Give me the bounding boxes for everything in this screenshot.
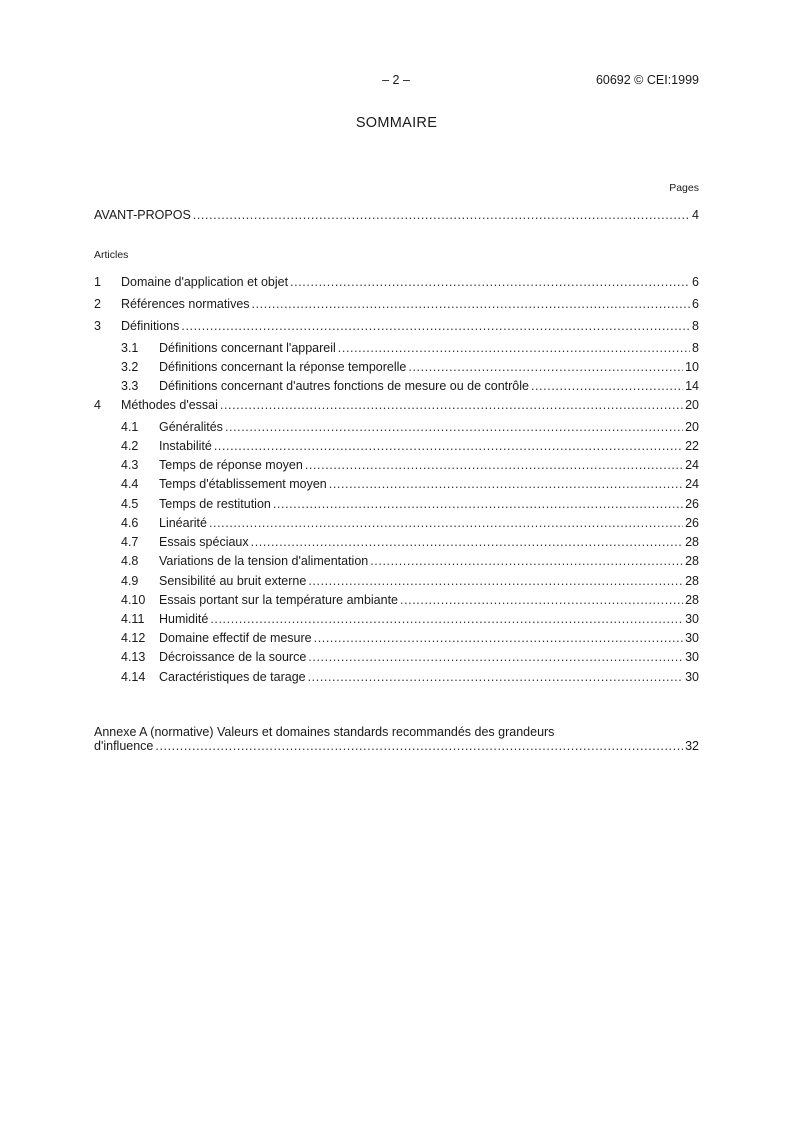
toc-subentry[interactable]: [121, 341, 699, 359]
toc-entry-label: Instabilité: [159, 439, 212, 453]
toc-entry[interactable]: [94, 275, 699, 293]
toc-subentry[interactable]: [121, 554, 699, 572]
toc-entry-number: 4.14: [121, 670, 146, 684]
toc-entry-label: Temps de réponse moyen: [159, 458, 303, 472]
toc-subentry[interactable]: [121, 516, 699, 534]
dot-leader: [308, 670, 683, 684]
toc-entry-number: 4.7: [121, 535, 139, 549]
dot-leader: [531, 379, 683, 393]
dot-leader: [273, 497, 683, 511]
dot-leader: [209, 516, 683, 530]
toc-entry-label: Sensibilité au bruit externe: [159, 574, 307, 588]
dot-leader: [251, 535, 683, 549]
toc-subentry[interactable]: [121, 631, 699, 649]
toc-entry-label: Variations de la tension d'alimentation: [159, 554, 369, 568]
document-reference: 60692 © CEI:1999: [595, 73, 699, 87]
toc-entry-number: 3.3: [121, 379, 139, 393]
toc-entry-page: 30: [685, 631, 699, 645]
dot-leader: [308, 650, 683, 664]
toc-entry-page: 22: [685, 439, 699, 453]
toc-entry-label: Essais portant sur la température ambiante: [159, 593, 399, 607]
toc-entry-page: 6: [692, 297, 699, 311]
toc-entry-foreword[interactable]: [94, 208, 699, 226]
toc-entry-number: 4.10: [121, 593, 146, 607]
dot-leader: [181, 319, 690, 333]
toc-subentry[interactable]: [121, 439, 699, 457]
toc-entry-number: 4.12: [121, 631, 146, 645]
toc-entry-page: 26: [685, 497, 699, 511]
toc-entry-page: 26: [685, 516, 699, 530]
toc-entry-number: 4.6: [121, 516, 139, 530]
annex-title-line1[interactable]: Annexe A (normative) Valeurs et domaines standards recommandés des grandeurs: [94, 725, 555, 739]
dot-leader: [408, 360, 683, 374]
toc-entry-label: Décroissance de la source: [159, 650, 307, 664]
toc-entry-page: 6: [692, 275, 699, 289]
toc-subentry[interactable]: [121, 458, 699, 476]
toc-entry-number: 4.4: [121, 477, 139, 491]
dot-leader: [210, 612, 683, 626]
toc-entry-page: 14: [685, 379, 699, 393]
dot-leader: [338, 341, 690, 355]
toc-entry-label: d'influence: [94, 739, 154, 753]
toc-entry-number: 4.9: [121, 574, 139, 588]
toc-entry-page: 8: [692, 341, 699, 355]
dot-leader: [193, 208, 690, 222]
toc-subentry[interactable]: [121, 420, 699, 438]
toc-entry-label: Temps de restitution: [159, 497, 271, 511]
toc-entry-label: Domaine d'application et objet: [121, 275, 289, 289]
toc-entry-page: 24: [685, 477, 699, 491]
toc-entry-label: Humidité: [159, 612, 209, 626]
toc-entry-label: Définitions concernant d'autres fonctions de mesure ou de contrôle: [159, 379, 529, 393]
dot-leader: [314, 631, 683, 645]
dot-leader: [252, 297, 691, 311]
dot-leader: [155, 739, 683, 753]
toc-entry-number: 4: [94, 398, 101, 412]
toc-entry-label: Linéarité: [159, 516, 207, 530]
toc-entry-label: Définitions: [121, 319, 180, 333]
toc-entry-page: 30: [685, 612, 699, 626]
toc-entry-page: 28: [685, 535, 699, 549]
dot-leader: [220, 398, 683, 412]
toc-entry-label: Domaine effectif de mesure: [159, 631, 312, 645]
toc-entry-number: 4.3: [121, 458, 139, 472]
toc-entry-page: 4: [692, 208, 699, 222]
toc-subentry[interactable]: [121, 497, 699, 515]
toc-entry-label: AVANT-PROPOS: [94, 208, 191, 222]
toc-entry-page: 28: [685, 554, 699, 568]
toc-entry-page: 30: [685, 650, 699, 664]
toc-entry-number: 4.2: [121, 439, 139, 453]
toc-entry-label: Temps d'établissement moyen: [159, 477, 327, 491]
toc-entry-number: 3: [94, 319, 101, 333]
toc-subentry[interactable]: [121, 612, 699, 630]
toc-entry-number: 4.13: [121, 650, 146, 664]
toc-entry-label: Caractéristiques de tarage: [159, 670, 306, 684]
toc-entry-number: 4.8: [121, 554, 139, 568]
toc-entry-number: 4.5: [121, 497, 139, 511]
toc-entry[interactable]: [94, 398, 699, 416]
dot-leader: [214, 439, 683, 453]
toc-entry-label: Références normatives: [121, 297, 250, 311]
toc-entry-page: 30: [685, 670, 699, 684]
toc-entry-page: 28: [685, 593, 699, 607]
toc-entry-page: 28: [685, 574, 699, 588]
toc-entry-page: 8: [692, 319, 699, 333]
page-title: SOMMAIRE: [355, 115, 438, 131]
toc-entry-page: 20: [685, 398, 699, 412]
dot-leader: [400, 593, 683, 607]
toc-entry-number: 4.1: [121, 420, 139, 434]
toc-subentry[interactable]: [121, 670, 699, 688]
toc-subentry[interactable]: [121, 574, 699, 592]
toc-subentry[interactable]: [121, 593, 699, 611]
toc-entry-number: 3.1: [121, 341, 139, 355]
toc-entry-label: Méthodes d'essai: [121, 398, 218, 412]
toc-entry-page: 24: [685, 458, 699, 472]
toc-entry-number: 4.11: [121, 612, 145, 626]
toc-subentry[interactable]: [121, 477, 699, 495]
pages-column-label: Pages: [669, 182, 699, 194]
toc-subentry[interactable]: [121, 379, 699, 397]
toc-entry-label: Définitions concernant la réponse temporelle: [159, 360, 407, 374]
dot-leader: [329, 477, 683, 491]
toc-entry-number: 3.2: [121, 360, 139, 374]
toc-subentry[interactable]: [121, 535, 699, 553]
toc-entry-page: 32: [685, 739, 699, 753]
toc-entry[interactable]: [94, 297, 699, 315]
dot-leader: [305, 458, 683, 472]
dot-leader: [370, 554, 683, 568]
toc-entry-page: 20: [685, 420, 699, 434]
toc-subentry[interactable]: [121, 650, 699, 668]
dot-leader: [308, 574, 683, 588]
page-number: – 2 –: [382, 73, 410, 87]
toc-entry-label: Définitions concernant l'appareil: [159, 341, 336, 355]
articles-label: Articles: [94, 249, 129, 261]
toc-entry-number: 2: [94, 297, 101, 311]
toc-subentry[interactable]: [121, 360, 699, 378]
toc-entry-label: Généralités: [159, 420, 223, 434]
toc-entry-number: 1: [94, 275, 101, 289]
dot-leader: [225, 420, 683, 434]
toc-entry-annex[interactable]: [94, 739, 699, 757]
toc-entry-label: Essais spéciaux: [159, 535, 249, 549]
toc-entry[interactable]: [94, 319, 699, 337]
toc-entry-page: 10: [685, 360, 699, 374]
dot-leader: [290, 275, 690, 289]
